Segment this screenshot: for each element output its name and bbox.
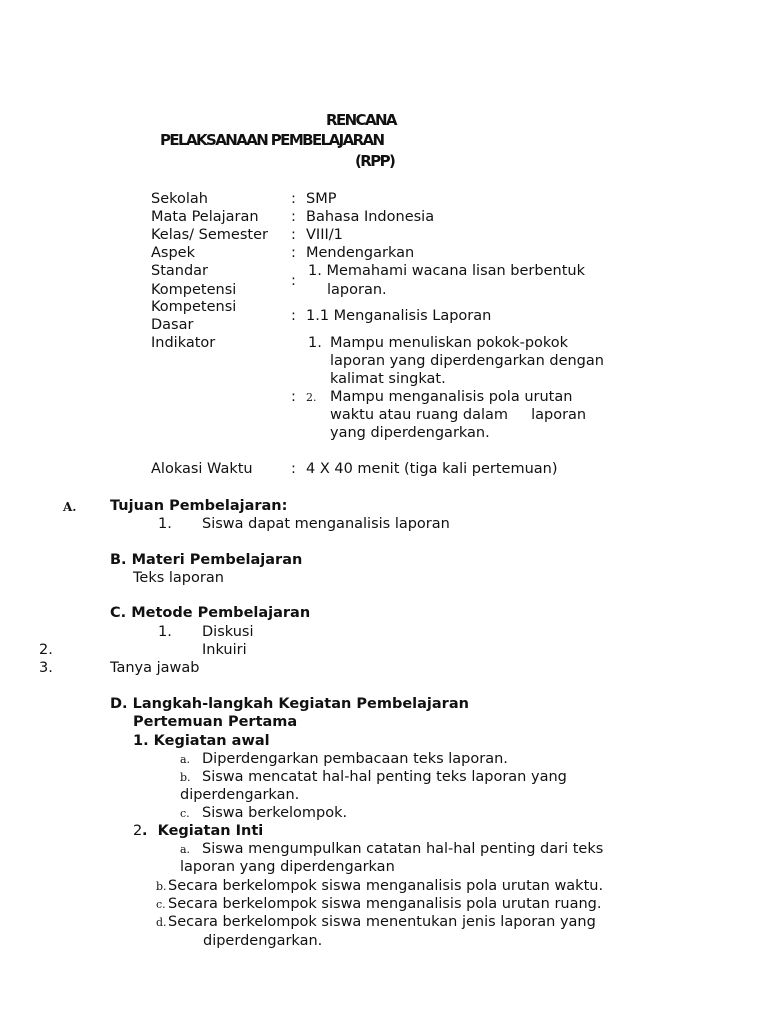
colon: : <box>291 389 296 405</box>
sk-label-line1: Standar <box>151 263 209 279</box>
aspek-value: Mendengarkan <box>306 245 415 261</box>
doc-title-line2: PELAKSANAAN PEMBELAJARAN <box>160 131 384 149</box>
mapel-label: Mata Pelajaran <box>151 209 259 225</box>
inti-a-line1: Siswa mengumpulkan catatan hal-hal penting dari teks <box>202 841 604 857</box>
colon: : <box>291 308 296 324</box>
indikator-2-line1: Mampu menganalisis pola urutan <box>330 389 573 405</box>
colon: : <box>291 191 296 207</box>
section-a-marker: A. <box>63 500 77 514</box>
sekolah-label: Sekolah <box>151 191 208 207</box>
kelas-label: Kelas/ Semester <box>151 227 268 243</box>
kd-label-line2: Dasar <box>151 317 194 333</box>
kegiatan-inti-heading: . Kegiatan Inti <box>142 823 264 839</box>
awal-b-line1: Siswa mencatat hal-hal penting teks laporan yang <box>202 769 567 785</box>
indikator-2-line2: waktu atau ruang dalam laporan <box>330 407 587 423</box>
section-a-heading: Tujuan Pembelajaran: <box>110 498 288 514</box>
aspek-label: Aspek <box>151 245 195 261</box>
inti-a-marker: a. <box>180 843 191 856</box>
mapel-value: Bahasa Indonesia <box>306 209 435 225</box>
section-c-item3: Tanya jawab <box>110 660 200 676</box>
section-a-item1: Siswa dapat menganalisis laporan <box>202 516 450 532</box>
indikator-1-line2: laporan yang diperdengarkan dengan <box>330 353 604 369</box>
kd-value: 1.1 Menganalisis Laporan <box>306 308 492 324</box>
colon: : <box>291 273 296 289</box>
awal-a-text: Diperdengarkan pembacaan teks laporan. <box>202 751 508 767</box>
colon: : <box>291 209 296 225</box>
indikator-2-line3: yang diperdengarkan. <box>330 425 490 441</box>
kelas-value: VIII/1 <box>306 227 343 243</box>
alokasi-label: Alokasi Waktu <box>151 461 253 477</box>
section-a-item1-number: 1. <box>158 516 172 532</box>
section-c-item2: Inkuiri <box>202 642 247 658</box>
awal-c-marker: c. <box>180 807 190 820</box>
inti-b-marker: b. <box>156 880 167 893</box>
doc-title-line3: (RPP) <box>355 152 395 170</box>
section-b-text: Teks laporan <box>133 570 224 586</box>
section-c-heading: C. Metode Pembelajaran <box>110 605 311 621</box>
sk-value-line2: laporan. <box>327 282 387 298</box>
indikator-label: Indikator <box>151 335 216 351</box>
kegiatan-inti-number: 2 <box>133 823 143 839</box>
section-c-item1-number: 1. <box>158 624 172 640</box>
section-b-heading: B. Materi Pembelajaran <box>110 552 303 568</box>
inti-d-line2: diperdengarkan. <box>203 933 323 949</box>
colon: : <box>291 227 296 243</box>
sk-label-line2: Kompetensi <box>151 282 237 298</box>
alokasi-value: 4 X 40 menit (tiga kali pertemuan) <box>306 461 558 477</box>
indikator-1-line1: Mampu menuliskan pokok-pokok <box>330 335 569 351</box>
indikator-1-number: 1. <box>308 335 322 351</box>
pertemuan-heading: Pertemuan Pertama <box>133 714 298 730</box>
sk-value-line1: 1. Memahami wacana lisan berbentuk <box>308 263 585 279</box>
doc-title-line1: RENCANA <box>326 111 396 129</box>
inti-c-text: Secara berkelompok siswa menganalisis pola urutan ruang. <box>168 896 602 912</box>
kegiatan-awal-heading: 1. Kegiatan awal <box>133 733 270 749</box>
colon: : <box>291 245 296 261</box>
inti-b-text: Secara berkelompok siswa menganalisis pola urutan waktu. <box>168 878 604 894</box>
indikator-2-number: 2. <box>306 391 317 404</box>
awal-c-text: Siswa berkelompok. <box>202 805 348 821</box>
section-d-heading: D. Langkah-langkah Kegiatan Pembelajaran <box>110 696 469 712</box>
inti-c-marker: c. <box>156 898 166 911</box>
section-c-item1: Diskusi <box>202 624 254 640</box>
awal-a-marker: a. <box>180 753 191 766</box>
awal-b-line2: diperdengarkan. <box>180 787 300 803</box>
sekolah-value: SMP <box>306 191 337 207</box>
colon: : <box>291 461 296 477</box>
inti-d-marker: d. <box>156 916 167 929</box>
kd-label-line1: Kompetensi <box>151 299 237 315</box>
section-c-item2-number: 2. <box>39 642 53 658</box>
indikator-1-line3: kalimat singkat. <box>330 371 446 387</box>
inti-d-line1: Secara berkelompok siswa menentukan jenis laporan yang <box>168 914 596 930</box>
awal-b-marker: b. <box>180 771 191 784</box>
section-c-item3-number: 3. <box>39 660 53 676</box>
inti-a-line2: laporan yang diperdengarkan <box>180 859 395 875</box>
